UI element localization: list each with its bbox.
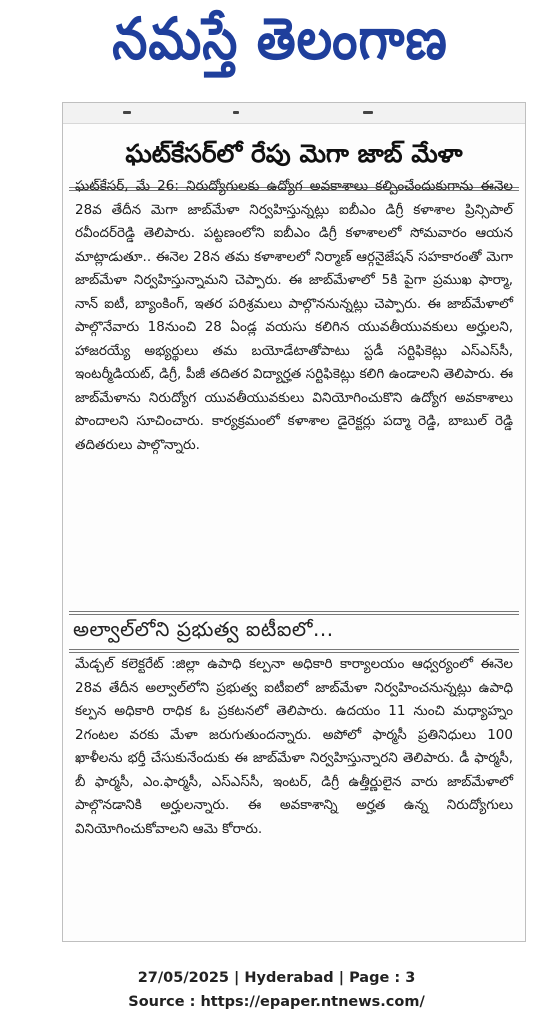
- article-headline: ఘట్‌కేసర్‌లో రేపు మెగా జాబ్ మేళా: [125, 139, 463, 168]
- article-subheading: [63, 611, 526, 651]
- strip-mark: [363, 111, 373, 114]
- news-clipping: [62, 102, 526, 942]
- clipping-top-strip: [63, 103, 525, 124]
- strip-mark: [123, 111, 131, 114]
- subheading-text: అల్వాల్‌లోని ప్రభుత్వ ఐటీఐలో...: [73, 616, 334, 641]
- strip-mark: [233, 111, 239, 114]
- article-body: ఘట్‌కేసర్, మే 26: నిరుద్యోగులకు ఉద్యోగ అవకాశాలు కల్పించేందుకుగాను ఈనెల 28వ తేదీన మెగా జాబ్‌మేళా నిర్వహిస్తున్నట్లు ఐబీఎం డిగ్రీ కళాశాల ప్రిన్సిపాల్ రవీందర్‌రెడ్డి తెలిపారు. పట్టణంలోని ఐబీఎం డిగ్రీ కళాశాలలో సోమవారం ఆయన మాట్లాడుతూ.. ఈనెల 28న తమ కళాశాలలో నిర్మాణ్ ఆర్గనైజేషన్ సహకారంతో మెగా జాబ్‌మేళా నిర్వహిస్తున్నామని చెప్పారు. ఈ జాబ్‌మేళాలో 5కి పైగా ప్రముఖ ఫార్మా, నాన్ ఐటీ, బ్యాంకింగ్, ఇతర పరిశ్రమలు పాల్గొననున్నట్లు చెప్పారు. ఈ జాబ్‌మేళాలో పాల్గొనేవారు 18నుంచి 28 ఏండ్ల వయసు కలిగిన యువతీయువకులు అర్హులని, హాజరయ్యే అభ్యర్థులు తమ బయోడేటాతోపాటు స్టడీ సర్టిఫికెట్లు ఎస్ఎస్‌సీ, ఇంటర్మీడియట్, డిగ్రీ, పీజీ తదితర విద్యార్హత సర్టిఫికెట్లు కలిగి ఉండాలని తెలిపారు. ఈ జాబ్‌మేళాను నిరుద్యోగ యువతీయువకులు వినియోగించుకొని ఉద్యోగ అవకాశాలు పొందాలని సూచించారు. కార్యక్రమంలో కళాశాల డైరెక్టర్లు పద్మా రెడ్డి, బాబుల్ రెడ్డి తదితరులు పాల్గొన్నారు.: [75, 178, 513, 453]
- article-body-2: మేడ్చల్ కలెక్టరేట్ :జిల్లా ఉపాధి కల్పనా అధికారి కార్యాలయం ఆధ్వర్యంలో ఈనెల 28వ తేదీన అల్వాల్‌లోని ప్రభుత్వ ఐటీఐలో జాబ్‌మేళా నిర్వహించనున్నట్లు ఉపాధి కల్పన అధికారి రాధిక ఓ ప్రకటనలో తెలిపారు. ఉదయం 11 నుంచి మధ్యాహ్నం 2గంటల వరకు మేళా జరుగుతుందన్నారు. అపోలో ఫార్మసీ ప్రతినిధులు 100 ఖాళీలను భర్తీ చేసుకునేందుకు ఈ జాబ్‌మేళా నిర్వహిస్తున్నారని తెలిపారు. డీ ఫార్మసీ, బీ ఫార్మసీ, ఎం.ఫార్మసీ, ఎస్ఎస్‌సీ, ఇంటర్, డిగ్రీ ఉత్తీర్ణులైన వారు జాబ్‌మేళాలో పాల్గొనడానికి అర్హులన్నారు. ఈ అవకాశాన్ని అర్హత ఉన్న నిరుద్యోగులు వినియోగించుకోవాలని ఆమె కోరారు.: [75, 656, 513, 837]
- masthead-title: నమస్తే తెలంగాణ: [112, 5, 448, 72]
- footer-date-line: 27/05/2025 | Hyderabad | Page : 3: [137, 970, 416, 986]
- masthead-logo: [70, 2, 490, 90]
- footer-source-line: Source : https://epaper.ntnews.com/: [128, 994, 425, 1010]
